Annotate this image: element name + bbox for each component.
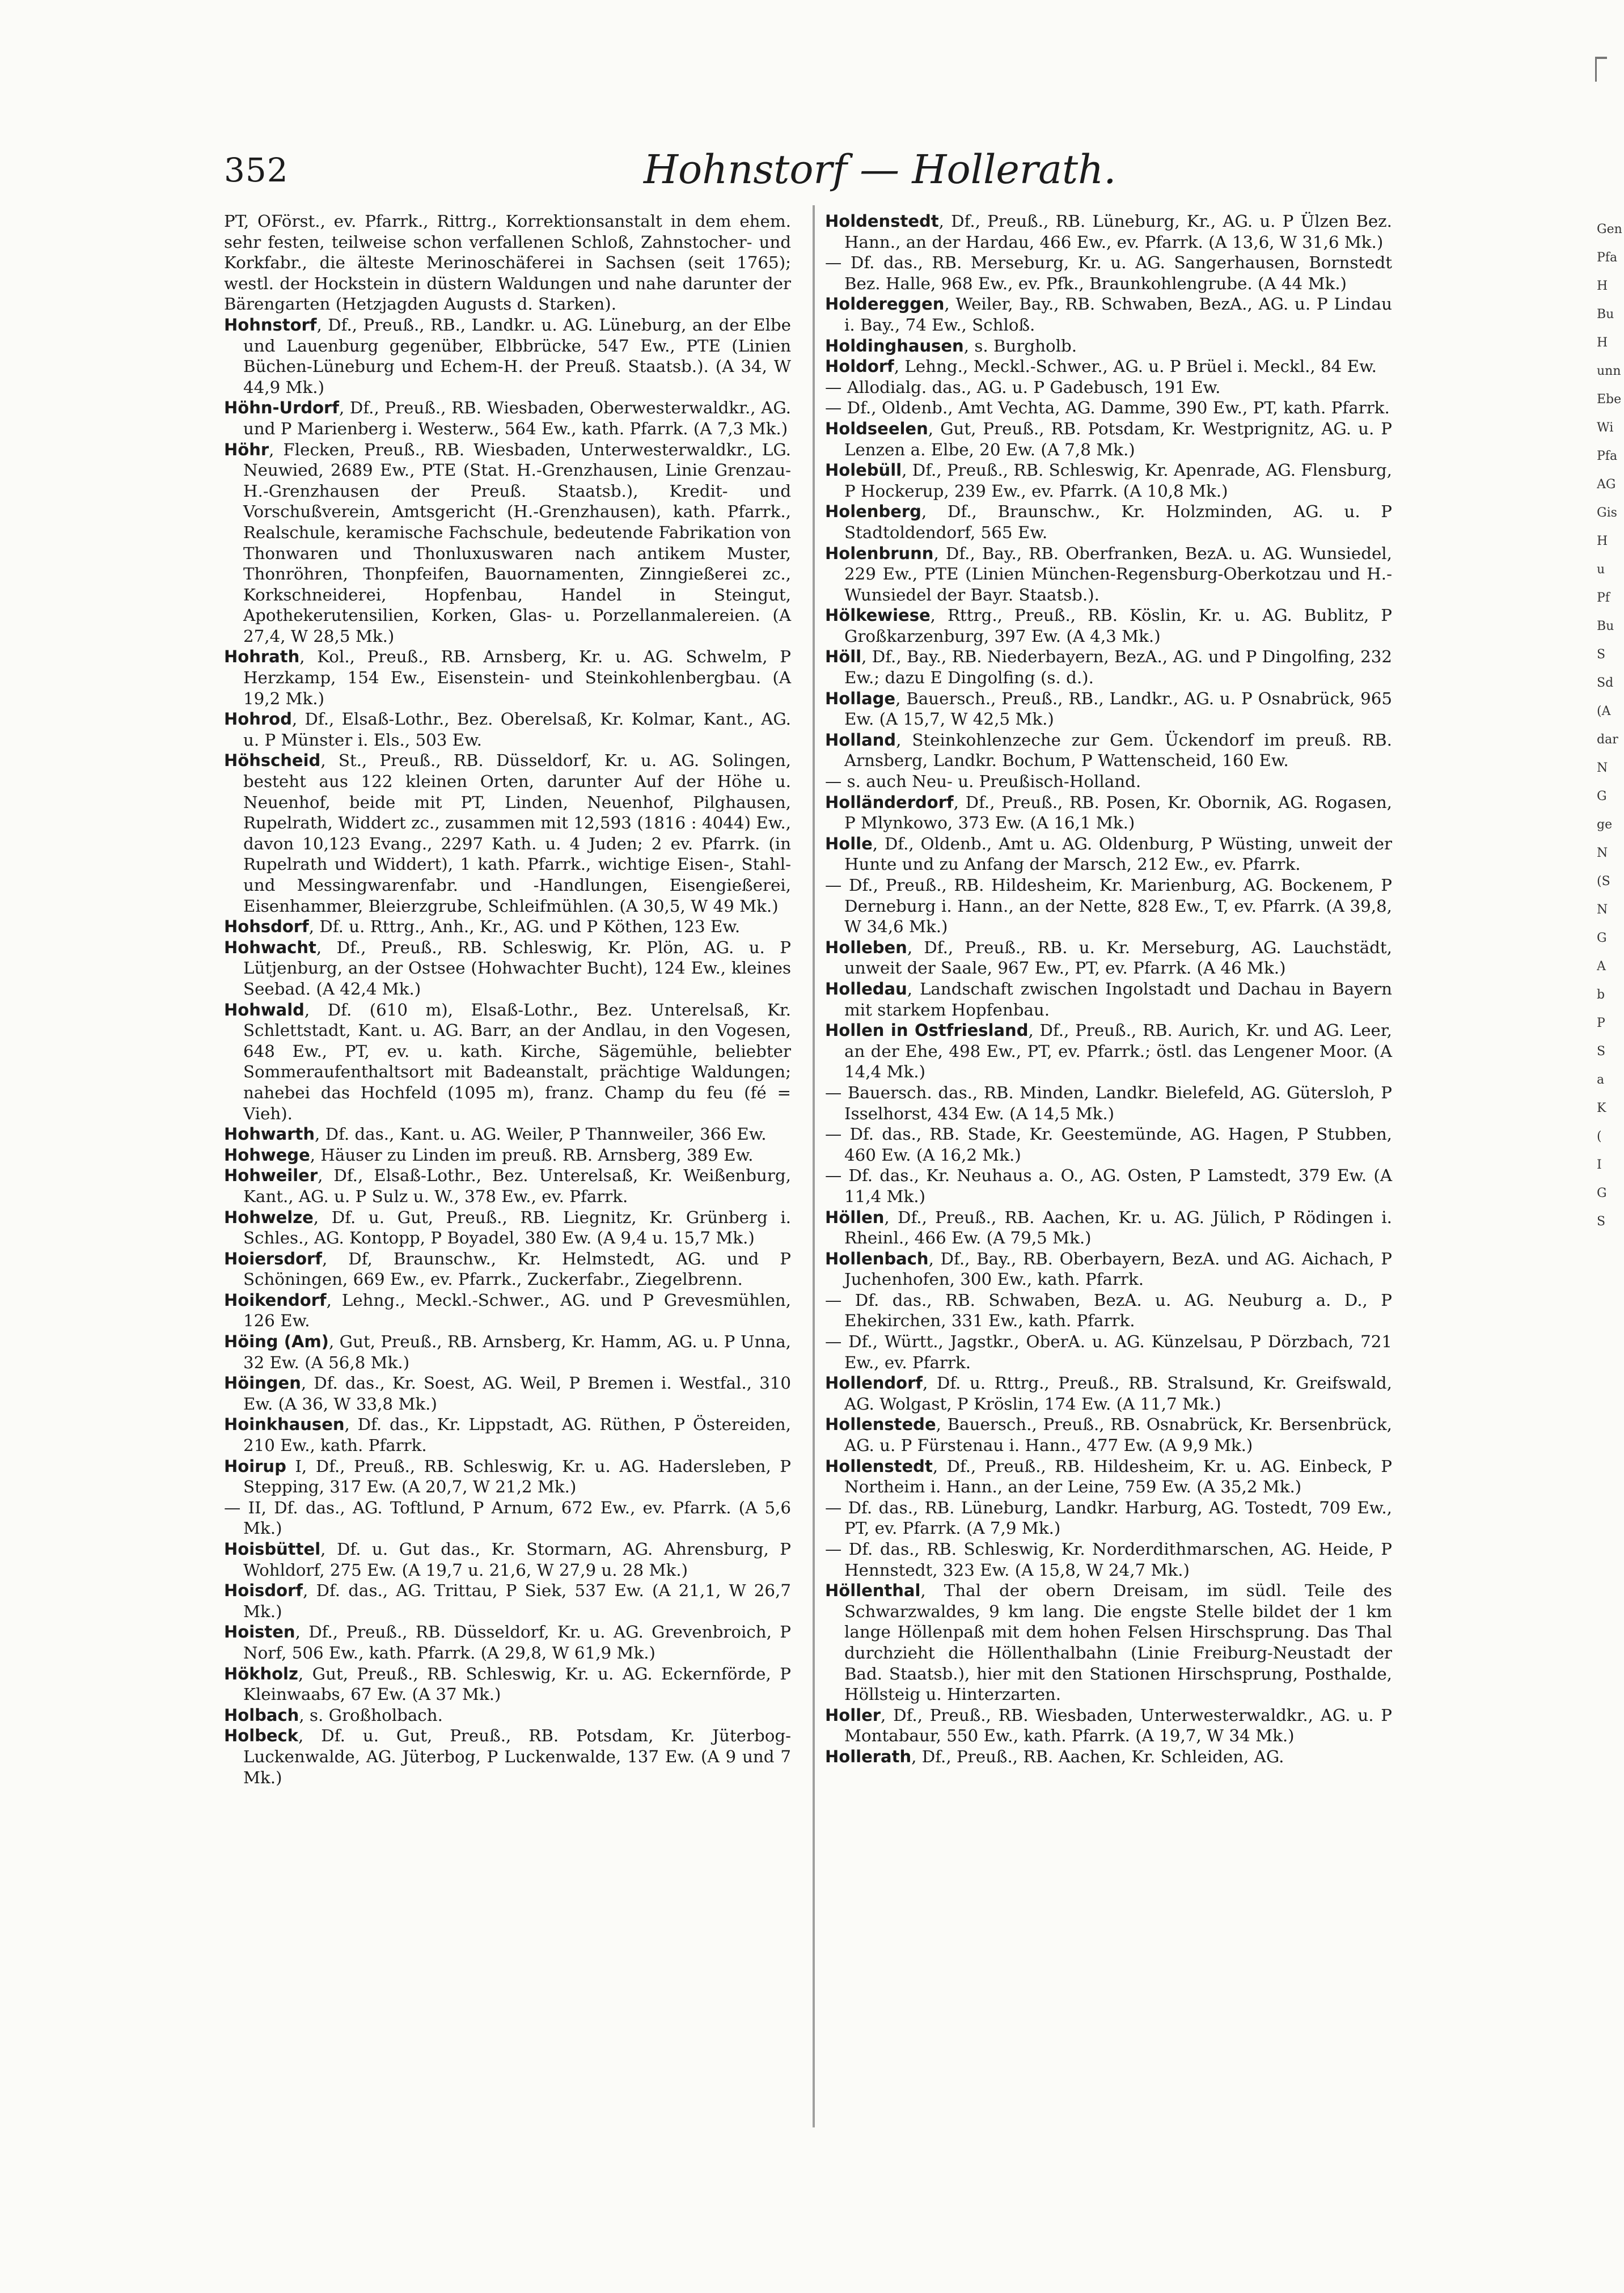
entry-text: , Df., Elsaß-Lothr., Bez. Oberelsaß, Kr. Kolmar, Kant., AG. u. P Münster i. Els., 503 Ew. xyxy=(243,709,791,750)
gazetteer-entry xyxy=(825,1124,1392,1165)
entry-headword: Hölkewiese xyxy=(825,606,931,625)
entry-text: — Bauersch. das., RB. Minden, Landkr. Bielefeld, AG. Gütersloh, P Isselhorst, 434 Ew. (A 14,5 Mk.) xyxy=(825,1082,1392,1123)
entry-text: , Df. das., Kr. Lippstadt, AG. Rüthen, P Östereiden, 210 Ew., kath. Pfarrk. xyxy=(243,1415,791,1456)
entry-text: , Rttrg., Preuß., RB. Köslin, Kr. u. AG. Bublitz, P Großkarzenburg, 397 Ew. (A 4,3 Mk.) xyxy=(844,606,1392,646)
entry-headword: Hollenbach xyxy=(825,1249,929,1268)
entry-text: , Steinkohlenzeche zur Gem. Ückendorf im preuß. RB. Arnsberg, Landkr. Bochum, P Wattenscheid, 160 Ew. xyxy=(844,730,1392,771)
entry-headword: Hohrod xyxy=(224,709,292,729)
running-title: Hohnstorf — Hollerath. xyxy=(644,146,1116,193)
entry-text: , Flecken, Preuß., RB. Wiesbaden, Unterwesterwaldkr., LG. Neuwied, 2689 Ew., PTE (Stat. H.-Grenzhausen, Linie Grenzau-H.-Grenzhausen der Preuß. Staatsb.), Kredit- und Vorschußverein, Amtsgericht (H.-Grenzhausen), kath. Pfarrk., Realschule, keramische Fachschule, bedeutende Fabrikation von Thonwaren und Thonluxuswaren nach antikem Muster, Thonröhren, Thonpfeifen, Bauornamenten, Zinngießerei zc., Korkschneiderei, Hopfenbau, Handel in Steingut, Apothekerutensilien, Korken, Glas- u. Porzellanmalereien. (A 27,4, W 28,5 Mk.) xyxy=(243,439,791,646)
entry-text: , Df., Preuß., RB. u. Kr. Merseburg, AG. Lauchstädt, unweit der Saale, 967 Ew., PT, ev. Pfarrk. (A 46 Mk.) xyxy=(844,937,1392,978)
entry-text: , Lehng., Meckl.-Schwer., AG. und P Grevesmühlen, 126 Ew. xyxy=(243,1290,791,1331)
entry-text: , Df., Preuß., RB. Wiesbaden, Unterwesterwaldkr., AG. u. P Montabaur, 550 Ew., kath. Pfarrk. (A 19,7, W 34 Mk.) xyxy=(844,1705,1392,1746)
entry-text: I, Df., Preuß., RB. Schleswig, Kr. u. AG. Hadersleben, P Stepping, 317 Ew. (A 20,7, W 21,2 Mk.) xyxy=(243,1456,791,1497)
entry-headword: Holdenstedt xyxy=(825,211,939,231)
entry-text: , Df. u. Rttrg., Preuß., RB. Stralsund, Kr. Greifswald, AG. Wolgast, P Kröslin, 174 Ew. (A 11,7 Mk.) xyxy=(844,1373,1392,1414)
edge-fragment: S xyxy=(1597,1215,1606,1229)
entry-headword: Hökholz xyxy=(224,1664,298,1683)
edge-fragment: Bu xyxy=(1597,619,1614,633)
gazetteer-entry xyxy=(825,1456,1392,1497)
edge-fragment: Pf xyxy=(1597,591,1610,605)
entry-text: , Weiler, Bay., RB. Schwaben, BezA., AG. u. P Lindau i. Bay., 74 Ew., Schloß. xyxy=(844,294,1392,335)
edge-fragment: Pfa xyxy=(1597,449,1618,463)
entry-text: , Df., Preuß., RB. Düsseldorf, Kr. u. AG. Grevenbroich, P Norf, 506 Ew., kath. Pfarrk. (A 29,8, W 61,9 Mk.) xyxy=(243,1622,791,1662)
entry-headword: Holenberg xyxy=(825,502,921,522)
gazetteer-entry xyxy=(825,397,1392,418)
gazetteer-entry xyxy=(825,377,1392,398)
edge-fragment: Wi xyxy=(1597,421,1614,435)
entry-text: , Df., Bay., RB. Oberbayern, BezA. und AG. Aichach, P Juchenhofen, 300 Ew., kath. Pfarrk. xyxy=(844,1249,1392,1289)
entry-headword: Hohweiler xyxy=(224,1166,318,1186)
gazetteer-entry xyxy=(224,1145,791,1166)
gazetteer-entry xyxy=(224,1207,791,1249)
entry-text: , Df., Preuß., RB. Wiesbaden, Oberwesterwaldkr., AG. und P Marienberg i. Westerw., 564 Ew., kath. Pfarrk. (A 7,3 Mk.) xyxy=(243,398,791,438)
column-divider xyxy=(813,205,815,2127)
entry-text: , Df. u. Gut das., Kr. Stormarn, AG. Ahrensburg, P Wohldorf, 275 Ew. (A 19,7 u. 21,6, W 27,9 u. 28 Mk.) xyxy=(243,1539,791,1580)
gazetteer-entry xyxy=(224,1373,791,1414)
gazetteer-entry xyxy=(224,1622,791,1663)
entry-text: — Df., Oldenb., Amt Vechta, AG. Damme, 390 Ew., PT, kath. Pfarrk. xyxy=(825,398,1390,418)
entry-headword: Hohwarth xyxy=(224,1124,315,1144)
edge-fragment: (S xyxy=(1597,874,1610,889)
gazetteer-entry xyxy=(825,1539,1392,1580)
entry-headword: Höingen xyxy=(224,1373,301,1393)
gazetteer-entry xyxy=(825,646,1392,688)
entry-headword: Hohrath xyxy=(224,647,300,667)
entry-headword: Holleben xyxy=(825,937,907,957)
gazetteer-entry xyxy=(825,1020,1392,1082)
gazetteer-entry xyxy=(825,211,1392,252)
gazetteer-entry xyxy=(224,1331,791,1373)
gazetteer-entry xyxy=(825,418,1392,460)
edge-fragment: u xyxy=(1597,562,1605,577)
entry-text: — Df. das., RB. Schleswig, Kr. Norderdithmarschen, AG. Heide, P Hennstedt, 323 Ew. (A 15,8, W 24,7 Mk.) xyxy=(825,1539,1392,1580)
gazetteer-entry xyxy=(825,1580,1392,1705)
edge-fragment: N xyxy=(1597,846,1608,860)
entry-text: PT, OFörst., ev. Pfarrk., Rittrg., Korrektionsanstalt in dem ehem. sehr festen, teilweise schon verfallenen Schloß, Zahnstocher- und Korkfabr., die älteste Merinoschäferei in Sachsen (seit 1765); westl. der Hockstein in düstern Waldungen und nahe darunter der Bärengarten (Hetzjagden Augusts d. Starken). xyxy=(224,211,791,314)
entry-text: — Df. das., RB. Lüneburg, Landkr. Harburg, AG. Tostedt, 709 Ew., PT, ev. Pfarrk. (A 7,9 Mk.) xyxy=(825,1497,1392,1538)
edge-fragment: Bu xyxy=(1597,307,1614,321)
gazetteer-entry xyxy=(224,1705,791,1726)
edge-fragment: a xyxy=(1597,1073,1605,1087)
entry-text: — Df. das., Kr. Neuhaus a. O., AG. Osten, P Lamstedt, 379 Ew. (A 11,4 Mk.) xyxy=(825,1166,1392,1206)
entry-text: , Häuser zu Linden im preuß. RB. Arnsberg, 389 Ew. xyxy=(310,1145,754,1165)
binding-mark xyxy=(1595,57,1607,82)
edge-fragment: G xyxy=(1597,931,1607,945)
entry-headword: Holdereggen xyxy=(825,294,945,314)
entry-text: , Landschaft zwischen Ingolstadt und Dachau in Bayern mit starkem Hopfenbau. xyxy=(844,979,1392,1019)
gazetteer-entry xyxy=(825,1497,1392,1539)
entry-text: , Df., Preuß., RB. Aachen, Kr. u. AG. Jülich, P Rödingen i. Rheinl., 466 Ew. (A 79,5 Mk.) xyxy=(844,1207,1392,1248)
entry-text: , Df., Preuß., RB., Landkr. u. AG. Lüneburg, an der Elbe und Lauenburg gegenüber, Elbbrücke, 547 Ew., PTE (Linien Büchen-Lüneburg und Echem-H. der Preuß. Staatsb.). (A 34, W 44,9 Mk.) xyxy=(243,315,791,397)
entry-text: , Df., Oldenb., Amt u. AG. Oldenburg, P Wüsting, unweit der Hunte und zu Anfang der Marsch, 212 Ew., ev. Pfarrk. xyxy=(844,834,1392,874)
gazetteer-entry xyxy=(224,1165,791,1207)
entry-headword: Hohwege xyxy=(224,1145,310,1165)
entry-text: , Df. u. Rttrg., Anh., Kr., AG. und P Köthen, 123 Ew. xyxy=(308,917,741,937)
edge-fragment: H xyxy=(1597,279,1608,293)
edge-fragment: (A xyxy=(1597,704,1611,718)
edge-fragment: N xyxy=(1597,903,1608,917)
right-column xyxy=(825,211,1392,1767)
gazetteer-entry xyxy=(825,1207,1392,1249)
entry-headword: Holle xyxy=(825,834,873,853)
entry-text: , Df. das., Kr. Soest, AG. Weil, P Bremen i. Westfal., 310 Ew. (A 36, W 33,8 Mk.) xyxy=(243,1373,791,1414)
gazetteer-entry xyxy=(825,252,1392,294)
edge-fragment: dar xyxy=(1597,733,1618,747)
edge-fragment: G xyxy=(1597,789,1607,803)
entry-headword: Höhn-Urdorf xyxy=(224,398,339,418)
entry-text: , Df., Elsaß-Lothr., Bez. Unterelsaß, Kr. Weißenburg, Kant., AG. u. P Sulz u. W., 378 Ew., ev. Pfarrk. xyxy=(243,1166,791,1206)
edge-fragment: P xyxy=(1597,1016,1605,1030)
entry-text: — Df. das., RB. Schwaben, BezA. u. AG. Neuburg a. D., P Ehekirchen, 331 Ew., kath. Pfarrk. xyxy=(825,1290,1392,1331)
entry-text: — s. auch Neu- u. Preußisch-Holland. xyxy=(825,772,1141,792)
entry-headword: Hoirup xyxy=(224,1456,286,1476)
gazetteer-entry xyxy=(224,937,791,1000)
gazetteer-entry xyxy=(224,1664,791,1705)
edge-fragment: unn xyxy=(1597,364,1621,378)
page-header xyxy=(224,146,1369,209)
gazetteer-entry xyxy=(825,1414,1392,1456)
gazetteer-entry xyxy=(224,1497,791,1539)
facing-page-edge xyxy=(1597,215,1624,1917)
entry-headword: Holbach xyxy=(224,1705,299,1725)
entry-headword: Höllen xyxy=(825,1207,885,1227)
gazetteer-entry xyxy=(224,397,791,439)
gazetteer-entry xyxy=(825,730,1392,771)
edge-fragment: S xyxy=(1597,1044,1606,1059)
gazetteer-entry xyxy=(825,937,1392,979)
entry-headword: Holdorf xyxy=(825,357,894,376)
gazetteer-entry xyxy=(224,709,791,750)
entry-text: , s. Burgholb. xyxy=(963,336,1077,356)
entry-headword: Holenbrunn xyxy=(825,543,934,563)
gazetteer-entry xyxy=(825,336,1392,357)
entry-text: — Allodialg. das., AG. u. P Gadebusch, 191 Ew. xyxy=(825,377,1221,397)
edge-fragment: K xyxy=(1597,1101,1606,1115)
entry-text: — Df., Preuß., RB. Hildesheim, Kr. Marienburg, AG. Bockenem, P Derneburg i. Hann., an der Nette, 828 Ew., T, ev. Pfarrk. (A 39,8, W 34,6 Mk.) xyxy=(825,875,1392,937)
entry-headword: Höing (Am) xyxy=(224,1332,329,1352)
gazetteer-entry xyxy=(825,1249,1392,1290)
entry-text: , Thal der obern Dreisam, im südl. Teile des Schwarzwaldes, 9 km lang. Die engste Stelle bildet der 1 km lange Höllenpaß mit dem hohen Felsen Hirschsprung. Das Thal durchzieht die Höllenthalbahn (Linie Freiburg-Neustadt der Bad. Staatsb.), hier mit den Stationen Hirschsprung, Posthalde, Höllsteig u. Hinterzarten. xyxy=(844,1581,1392,1704)
gazetteer-entry xyxy=(224,1725,791,1788)
entry-headword: Holler xyxy=(825,1705,881,1725)
gazetteer-entry xyxy=(224,211,791,315)
gazetteer-entry xyxy=(825,771,1392,792)
edge-fragment: Pfa xyxy=(1597,251,1618,265)
gazetteer-entry xyxy=(224,1456,791,1497)
entry-text: — II, Df. das., AG. Toftlund, P Arnum, 672 Ew., ev. Pfarrk. (A 5,6 Mk.) xyxy=(224,1497,791,1538)
edge-fragment: A xyxy=(1597,959,1606,974)
entry-headword: Holdinghausen xyxy=(825,336,964,356)
entry-text: , Bauersch., Preuß., RB. Osnabrück, Kr. Bersenbrück, AG. u. P Fürstenau i. Hann., 477 Ew. (A 9,9 Mk.) xyxy=(844,1415,1392,1456)
entry-headword: Höllenthal xyxy=(825,1581,921,1601)
edge-fragment: Ebe xyxy=(1597,392,1622,407)
edge-fragment: S xyxy=(1597,648,1606,662)
entry-headword: Hollenstedt xyxy=(825,1456,933,1476)
entry-headword: Hohwald xyxy=(224,1000,304,1019)
gazetteer-entry xyxy=(825,1331,1392,1373)
entry-text: , Df., Preuß., RB. Aachen, Kr. Schleiden, AG. xyxy=(911,1746,1284,1766)
edge-fragment: G xyxy=(1597,1186,1607,1200)
gazetteer-entry xyxy=(224,439,791,647)
gazetteer-entry xyxy=(825,834,1392,875)
edge-fragment: AG xyxy=(1597,477,1616,492)
entry-headword: Hoikendorf xyxy=(224,1290,327,1310)
entry-headword: Hoisten xyxy=(224,1622,295,1642)
gazetteer-entry xyxy=(825,460,1392,501)
entry-headword: Hoisbüttel xyxy=(224,1539,321,1559)
gazetteer-entry xyxy=(825,543,1392,606)
entry-text: , Df. u. Gut, Preuß., RB. Potsdam, Kr. Jüterbog-Luckenwalde, AG. Jüterbog, P Luckenwalde, 137 Ew. (A 9 und 7 Mk.) xyxy=(243,1726,791,1787)
edge-fragment: H xyxy=(1597,534,1608,548)
entry-text: , Df., Preuß., RB. Aurich, Kr. und AG. Leer, an der Ehe, 498 Ew., PT, ev. Pfarrk.; östl. das Lengener Moor. (A 14,4 Mk.) xyxy=(844,1021,1392,1082)
gazetteer-entry xyxy=(825,688,1392,730)
gazetteer-entry xyxy=(825,501,1392,543)
entry-headword: Hoiersdorf xyxy=(224,1249,322,1268)
entry-text: , Gut, Preuß., RB. Potsdam, Kr. Westprignitz, AG. u. P Lenzen a. Elbe, 20 Ew. (A 7,8 Mk.) xyxy=(844,418,1392,459)
entry-text: , Lehng., Meckl.-Schwer., AG. u. P Brüel i. Meckl., 84 Ew. xyxy=(894,357,1377,376)
entry-text: — Df. das., RB. Stade, Kr. Geestemünde, AG. Hagen, P Stubben, 460 Ew. (A 16,2 Mk.) xyxy=(825,1124,1392,1165)
gazetteer-entry xyxy=(825,356,1392,377)
entry-text: , Df., Preuß., RB. Lüneburg, Kr., AG. u. P Ülzen Bez. Hann., an der Hardau, 466 Ew., ev. Pfarrk. (A 13,6, W 31,6 Mk.) xyxy=(844,211,1392,252)
gazetteer-entry xyxy=(825,1165,1392,1207)
entry-headword: Hollendorf xyxy=(825,1373,923,1393)
page-number: 352 xyxy=(224,151,289,189)
entry-text: , Df. (610 m), Elsaß-Lothr., Bez. Unterelsaß, Kr. Schlettstadt, Kant. u. AG. Barr, an der Andlau, in den Vogesen, 648 Ew., PT, ev. u. kath. Kirche, Sägemühle, beliebter Sommeraufenthaltsort mit Badeanstalt, prächtige Waldungen; nahebei das Hochfeld (1095 m), franz. Champ du feu (fé = Vieh). xyxy=(243,1000,791,1123)
gazetteer-entry xyxy=(224,1000,791,1124)
entry-headword: Hollerath xyxy=(825,1746,912,1766)
edge-fragment: Sd xyxy=(1597,676,1614,690)
entry-text: , Df., Preuß., RB. Posen, Kr. Obornik, AG. Rogasen, P Mlynkowo, 373 Ew. (A 16,1 Mk.) xyxy=(844,792,1392,833)
gazetteer-entry xyxy=(224,315,791,397)
gazetteer-entry xyxy=(224,1539,791,1580)
edge-fragment: ( xyxy=(1597,1129,1602,1144)
entry-headword: Hohnstorf xyxy=(224,315,317,335)
entry-text: , St., Preuß., RB. Düsseldorf, Kr. u. AG. Solingen, besteht aus 122 kleinen Orten, darunter Auf der Höhe u. Neuenhof, beide mit PT, Linden, Neuenhof, Pilghausen, Rupelrath, Widdert zc., zusammen mit 12,593 (1816 : 4044) Ew., davon 10,123 Evang., 2297 Kath. u. 4 Juden; 2 ev. Pfarrk. (in Rupelrath und Widdert), 1 kath. Pfarrk., wichtige Eisen-, Stahl- und Messingwarenfabr. und -Handlungen, Eisengießerei, Eisenhammer, Bleierzgrube, Schleifmühlen. (A 30,5, W 49 Mk.) xyxy=(243,751,791,916)
edge-fragment: Gen xyxy=(1597,222,1622,236)
entry-text: , Df. das., Kant. u. AG. Weiler, P Thannweiler, 366 Ew. xyxy=(315,1124,767,1144)
entry-headword: Hohwacht xyxy=(224,937,316,957)
entry-headword: Hollage xyxy=(825,688,896,708)
edge-fragment: N xyxy=(1597,761,1608,775)
entry-text: , Df, Braunschw., Kr. Helmstedt, AG. und P Schöningen, 669 Ew., ev. Pfarrk., Zuckerfabr., Ziegelbrenn. xyxy=(243,1249,791,1289)
entry-headword: Holbeck xyxy=(224,1726,299,1746)
gazetteer-entry xyxy=(825,1082,1392,1124)
gazetteer-entry xyxy=(825,1705,1392,1746)
gazetteer-entry xyxy=(825,605,1392,646)
entry-text: , Df. u. Gut, Preuß., RB. Liegnitz, Kr. Grünberg i. Schles., AG. Kontopp, P Boyadel, 380 Ew. (A 9,4 u. 15,7 Mk.) xyxy=(243,1207,791,1248)
entry-text: , Df., Preuß., RB. Schleswig, Kr. Plön, AG. u. P Lütjenburg, an der Ostsee (Hohwachter Bucht), 124 Ew., kleines Seebad. (A 42,4 Mk.) xyxy=(243,937,791,999)
entry-text: — Df. das., RB. Merseburg, Kr. u. AG. Sangerhausen, Bornstedt Bez. Halle, 968 Ew., ev. Pfk., Braunkohlengrube. (A 44 Mk.) xyxy=(825,253,1392,293)
gazetteer-entry xyxy=(825,792,1392,834)
entry-headword: Hohsdorf xyxy=(224,917,309,937)
edge-fragment: b xyxy=(1597,988,1605,1002)
edge-fragment: ge xyxy=(1597,818,1613,832)
gazetteer-entry xyxy=(825,979,1392,1020)
entry-text: , Gut, Preuß., RB. Schleswig, Kr. u. AG. Eckernförde, P Kleinwaabs, 67 Ew. (A 37 Mk.) xyxy=(243,1664,791,1704)
left-column xyxy=(224,211,791,1788)
entry-text: , Df. das., AG. Trittau, P Siek, 537 Ew. (A 21,1, W 26,7 Mk.) xyxy=(243,1581,791,1621)
gazetteer-entry xyxy=(825,875,1392,937)
entry-text: , Gut, Preuß., RB. Arnsberg, Kr. Hamm, AG. u. P Unna, 32 Ew. (A 56,8 Mk.) xyxy=(243,1332,791,1372)
gazetteer-entry xyxy=(825,1373,1392,1414)
entry-text: , Df., Preuß., RB. Schleswig, Kr. Apenrade, AG. Flensburg, P Hockerup, 239 Ew., ev. Pfarrk. (A 10,8 Mk.) xyxy=(844,460,1392,501)
entry-headword: Holebüll xyxy=(825,460,902,480)
gazetteer-entry xyxy=(224,916,791,937)
entry-headword: Holländerdorf xyxy=(825,792,954,812)
entry-text: , Kol., Preuß., RB. Arnsberg, Kr. u. AG. Schwelm, P Herzkamp, 154 Ew., Eisenstein- und Steinkohlenbergbau. (A 19,2 Mk.) xyxy=(243,647,791,708)
entry-text: , Df., Bay., RB. Niederbayern, BezA., AG. und P Dingolfing, 232 Ew.; dazu E Dingolfing (s. d.). xyxy=(844,647,1392,688)
edge-fragment: I xyxy=(1597,1158,1602,1172)
entry-text: , Df., Braunschw., Kr. Holzminden, AG. u. P Stadtoldendorf, 565 Ew. xyxy=(844,502,1392,542)
entry-headword: Holledau xyxy=(825,979,907,999)
entry-headword: Hoisdorf xyxy=(224,1581,303,1601)
edge-fragment: Gis xyxy=(1597,506,1617,520)
entry-headword: Holland xyxy=(825,730,896,750)
entry-headword: Hoinkhausen xyxy=(224,1415,345,1435)
entry-headword: Hohwelze xyxy=(224,1207,314,1227)
entry-text: , Bauersch., Preuß., RB., Landkr., AG. u. P Osnabrück, 965 Ew. (A 15,7, W 42,5 Mk.) xyxy=(844,688,1392,729)
gazetteer-entry xyxy=(224,1290,791,1331)
gazetteer-entry xyxy=(825,294,1392,335)
gazetteer-entry xyxy=(224,1124,791,1145)
entry-text: , Df., Preuß., RB. Hildesheim, Kr. u. AG. Einbeck, P Northeim i. Hann., an der Leine, 759 Ew. (A 35,2 Mk.) xyxy=(844,1456,1392,1497)
gazetteer-entry xyxy=(825,1746,1392,1767)
gazetteer-entry xyxy=(224,1249,791,1290)
entry-headword: Hollenstede xyxy=(825,1415,936,1435)
edge-fragment: H xyxy=(1597,336,1608,350)
gazetteer-entry xyxy=(825,1290,1392,1331)
entry-text: , s. Großholbach. xyxy=(299,1705,443,1725)
gazetteer-entry xyxy=(224,1580,791,1622)
gazetteer-entry xyxy=(224,1414,791,1456)
entry-headword: Hollen in Ostfriesland xyxy=(825,1021,1029,1040)
entry-text: — Df., Württ., Jagstkr., OberA. u. AG. Künzelsau, P Dörzbach, 721 Ew., ev. Pfarrk. xyxy=(825,1332,1392,1372)
entry-text: , Df., Bay., RB. Oberfranken, BezA. u. AG. Wunsiedel, 229 Ew., PTE (Linien München-Regensburg-Oberkotzau und H.-Wunsiedel der Bayr. Staatsb.). xyxy=(844,543,1392,604)
entry-headword: Höll xyxy=(825,647,862,667)
entry-headword: Höhscheid xyxy=(224,751,321,771)
entry-headword: Höhr xyxy=(224,439,269,459)
entry-headword: Holdseelen xyxy=(825,418,928,438)
gazetteer-entry xyxy=(224,646,791,709)
gazetteer-entry xyxy=(224,750,791,916)
